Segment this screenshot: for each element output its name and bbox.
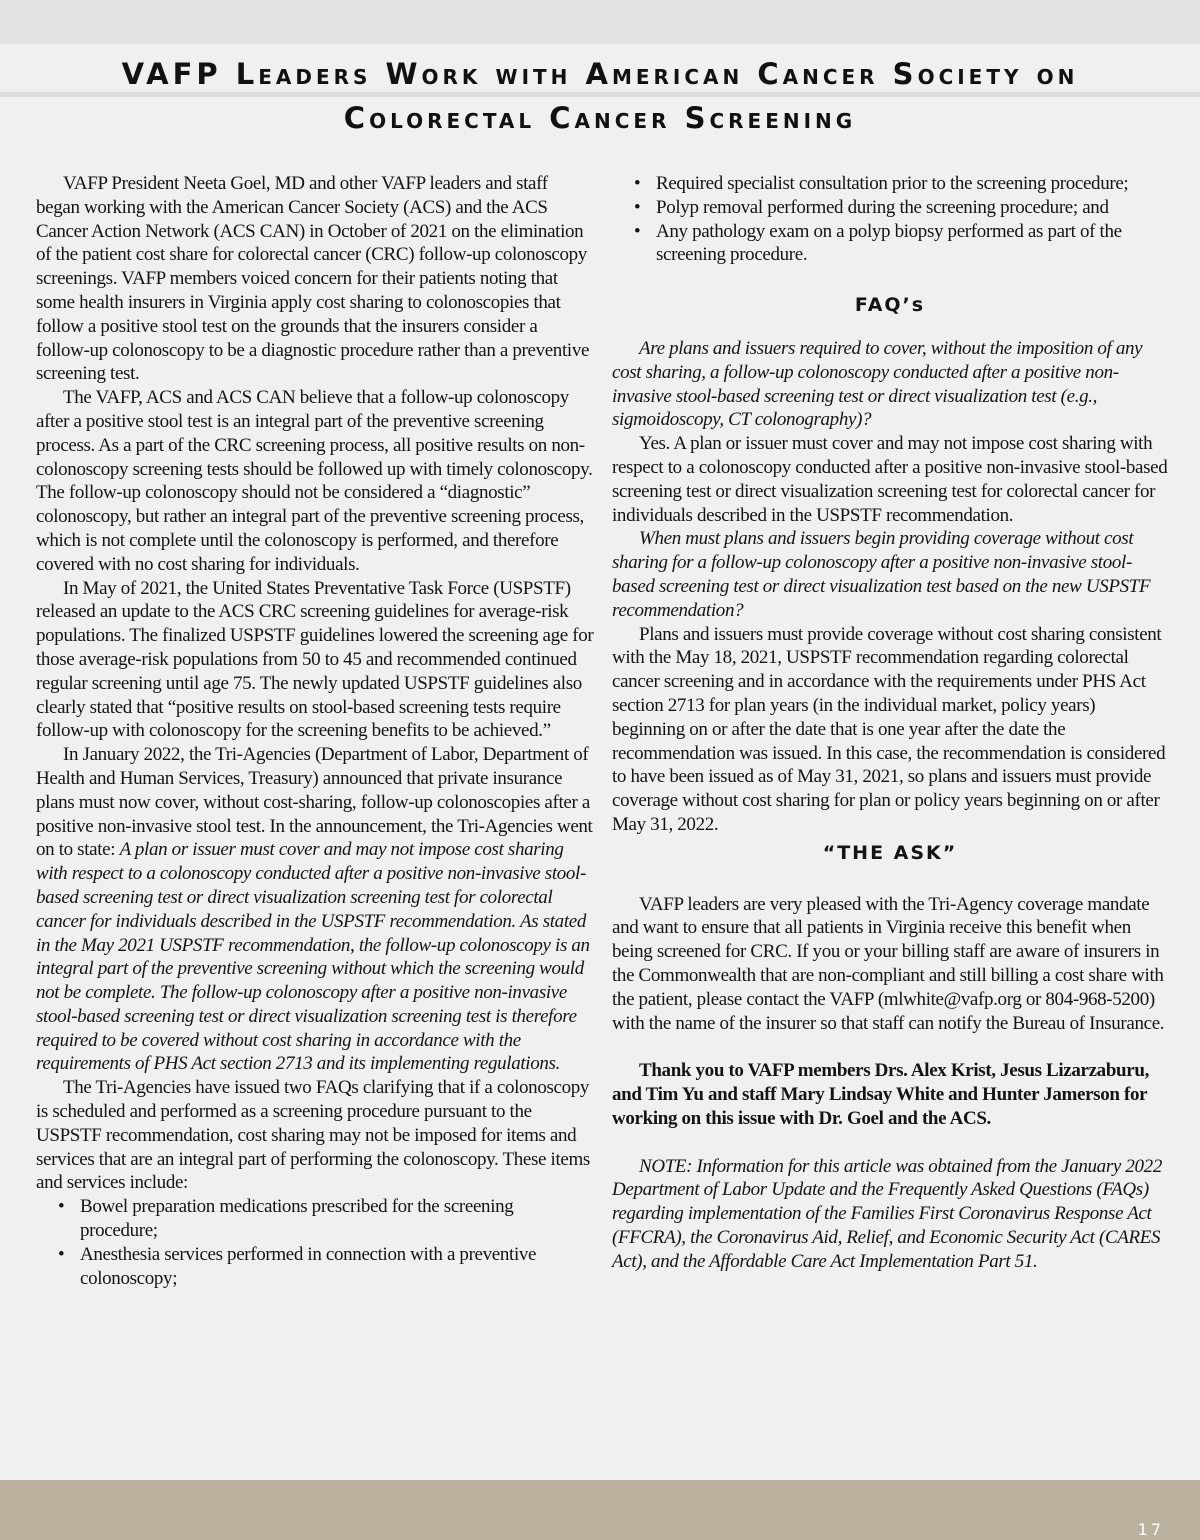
tri-agencies-quote: A plan or issuer must cover and may not impose cost sharing with respect to a colonoscopy conducted after a positive non-invasive stool-based screening test or direct visualization screening test for colorectal cancer for individuals described in the USPSTF recommendation. As stated in the May 2021 USPSTF recommendation, the follow-up colonoscopy is an integral part of the preventive screening without which the screening would not be complete. The follow-up colonoscopy after a positive non-invasive stool-based screening test or direct visualization screening test is therefore required to be covered without cost sharing in accordance with the requirements of PHS Act section 2713 and its implementing regulations. bbox=[36, 839, 590, 1075]
page-number: 17 bbox=[1137, 1520, 1164, 1539]
page-title bbox=[0, 52, 1200, 140]
uspstf-paragraph: In May of 2021, the United States Preventative Task Force (USPSTF) released an update to the ACS CRC screening guidelines for average-risk populations. The finalized USPSTF guidelines lowered the screening age for those average-risk populations from 50 to 45 and recommended continued regular screening until age 75. The newly updated USPSTF guidelines also clearly stated that “positive results on stool-based screening tests require follow-up with colonoscopy for the screening benefits to be achieved.” bbox=[36, 577, 594, 742]
tri-agencies-paragraph bbox=[36, 743, 594, 1076]
left-bullet-list bbox=[36, 1195, 594, 1290]
faq-question-2: When must plans and issuers begin providing coverage without cost sharing for a follow-up colonoscopy after a positive non-invasive stool-based screening test or direct visualization test based on the new USPSTF recommendation? bbox=[612, 528, 1151, 621]
list-item: • Required specialist consultation prior to the screening procedure; bbox=[612, 172, 1168, 196]
list-item: • Any pathology exam on a polyp biopsy performed as part of the screening procedure. bbox=[612, 220, 1168, 268]
title-line-1: VAFP Leaders Work with American Cancer Society on bbox=[121, 57, 1079, 91]
footer-band bbox=[0, 1480, 1200, 1540]
list-item: • Anesthesia services performed in connection with a preventive colonoscopy; bbox=[36, 1243, 594, 1291]
faq-heading: FAQ’s bbox=[854, 294, 926, 317]
list-item: • Polyp removal performed during the screening procedure; and bbox=[612, 196, 1168, 220]
belief-paragraph: The VAFP, ACS and ACS CAN believe that a follow-up colonoscopy after a positive stool test is an integral part of the preventive screening process. As a part of the CRC screening process, all positive results on non-colonoscopy screening tests should be followed up with timely colonoscopy. The follow-up colonoscopy should not be considered a “diagnostic” colonoscopy, but rather an integral part of the preventive screening process, which is not complete until the colonoscopy is performed, and therefore covered with no cost sharing for individuals. bbox=[36, 387, 593, 575]
left-column bbox=[36, 172, 594, 1290]
tri-agencies-intro: In January 2022, the Tri-Agencies (Department of Labor, Department of Health and Human Services, Treasury) announced that private insurance plans must now cover, without cost-sharing, follow-up colonoscopies after a positive non-invasive stool test. In the announcement, the Tri-Agencies went on to state: bbox=[36, 744, 593, 861]
faq-question-1: Are plans and issuers required to cover, without the imposition of any cost sharing, a follow-up colonoscopy conducted after a positive non-invasive stool-based screening test or direct visualization test (e.g., sigmoidoscopy, CT colonography)? bbox=[612, 337, 1143, 431]
ask-paragraph: VAFP leaders are very pleased with the Tri-Agency coverage mandate and want to ensure that all patients in Virginia receive this benefit when being screened for CRC. If you or your billing staff are aware of insurers in the Commonwealth that are non-compliant and still billing a cost share with the patient, please contact the VAFP (mlwhite@vafp.org or 804-968-5200) with the name of the insurer so that staff can notify the Bureau of Insurance. bbox=[612, 893, 1165, 1034]
right-bullet-list bbox=[612, 172, 1168, 267]
intro-paragraph: VAFP President Neeta Goel, MD and other VAFP leaders and staff began working with the American Cancer Society (ACS) and the ACS Cancer Action Network (ACS CAN) in October of 2021 on the elimination of the patient cost share for colorectal cancer (CRC) follow-up colonoscopy screenings. VAFP members voiced concern for their patients noting that some health insurers in Virginia apply cost sharing to colonoscopies that follow a positive stool test on the grounds that the insurers consider a follow-up colonoscopy to be a diagnostic procedure rather than a preventive screening test. bbox=[36, 173, 590, 385]
thanks-paragraph: Thank you to VAFP members Drs. Alex Krist, Jesus Lizarzaburu, and Tim Yu and staff Mary Lindsay White and Hunter Jamerson for working on this issue with Dr. Goel and the ACS. bbox=[612, 1060, 1149, 1129]
faq-answer-2: Plans and issuers must provide coverage without cost sharing consistent with the May 18, 2021, USPSTF recommendation regarding colorectal cancer screening and in accordance with the requirements under PHS Act section 2713 for plan years (in the individual market, policy years) beginning on or after the date that is one year after the date the recommendation was issued. In this case, the recommendation is considered to have been issued as of May 31, 2021, so plans and issuers must provide coverage without cost sharing for plan or policy years beginning on or after May 31, 2022. bbox=[612, 623, 1166, 835]
right-column bbox=[612, 172, 1168, 1274]
ask-heading: “THE ASK” bbox=[822, 841, 958, 864]
title-line-2: Colorectal Cancer Screening bbox=[343, 101, 857, 135]
list-item: • Bowel preparation medications prescribed for the screening procedure; bbox=[36, 1195, 594, 1243]
faq-answer-1: Yes. A plan or issuer must cover and may not impose cost sharing with respect to a colonoscopy conducted after a positive non-invasive stool-based screening test or direct visualization screening test for colorectal cancer for individuals described in the USPSTF recommendation. bbox=[612, 433, 1168, 526]
note-paragraph: NOTE: Information for this article was obtained from the January 2022 Department of Labor Update and the Frequently Asked Questions (FAQs) regarding implementation of the Families First Coronavirus Response Act (FFCRA), the Coronavirus Aid, Relief, and Economic Security Act (CARES Act), and the Affordable Care Act Implementation Part 51. bbox=[612, 1155, 1162, 1272]
faqs-paragraph: The Tri-Agencies have issued two FAQs clarifying that if a colonoscopy is scheduled and performed as a screening procedure pursuant to the USPSTF recommendation, cost sharing may not be imposed for items and services that are an integral part of performing the colonoscopy. These items and services include: bbox=[36, 1077, 590, 1194]
top-band bbox=[0, 0, 1200, 44]
